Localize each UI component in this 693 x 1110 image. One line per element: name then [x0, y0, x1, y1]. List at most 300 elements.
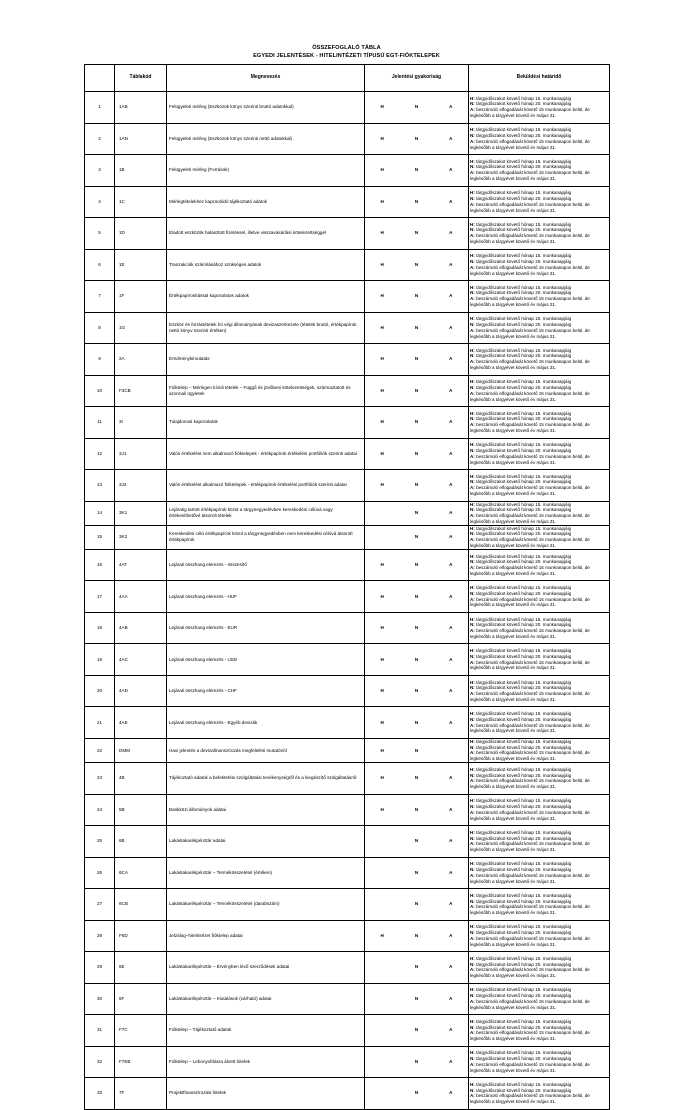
deadline-a-text: beszámoló elfogadását követő 15 munkanapon belül, de — [474, 565, 590, 571]
header-deadline: Beküldési határidő — [469, 65, 610, 92]
reporting-frequency — [365, 249, 469, 281]
reporting-frequency — [365, 675, 469, 707]
frequency-n: N — [414, 261, 419, 267]
frequency-h: H — [380, 356, 384, 362]
table-row — [85, 826, 610, 858]
deadline-n-text: tárgyidőszakot követő hónap 20. munkanapjáig — [474, 898, 572, 904]
submission-deadline — [469, 92, 610, 124]
frequency-n: N — [414, 806, 419, 812]
table-code: 1AB — [115, 92, 167, 124]
reporting-frequency — [365, 889, 469, 921]
deadline-a-text-2: legkésőbb a tárgyévet követő év május 31. — [470, 973, 557, 979]
deadline-a-text-2: legkésőbb a tárgyévet követő év május 31. — [470, 176, 557, 182]
table-row — [85, 501, 610, 525]
frequency-h: H — [380, 562, 384, 568]
deadline-h-text: tárgyidőszakot követő hónap 15. munkanapjáig — [474, 190, 572, 196]
frequency-h — [365, 901, 399, 907]
deadline-n-text: tárgyidőszakot követő hónap 20. munkanapjáig — [474, 930, 572, 936]
deadline-h-text: tárgyidőszakot követő hónap 15. munkanapjáig — [474, 95, 572, 101]
reporting-frequency — [365, 549, 469, 581]
frequency-n: N — [414, 419, 419, 425]
report-name: Lakástakarékpénztár – Érvényben lévő szerződések adatai — [167, 952, 365, 984]
frequency-a: A — [449, 356, 453, 362]
reporting-frequency — [365, 123, 469, 155]
reporting-frequency — [365, 983, 469, 1015]
row-number: 25 — [85, 826, 115, 858]
frequency-a: A — [449, 419, 453, 425]
deadline-h-key: H: — [470, 585, 475, 591]
table-row — [85, 344, 610, 376]
deadline-h-text: tárgyidőszakot követő hónap 15. munkanapjáig — [474, 253, 572, 259]
deadline-a-text: beszámoló elfogadását követő 15 munkanapon belül, de — [474, 872, 590, 878]
row-number: 27 — [85, 889, 115, 921]
deadline-a-text-2: legkésőbb a tárgyévet követő év május 31. — [470, 633, 557, 639]
reporting-frequency — [365, 738, 469, 762]
deadline-a-key: A: — [470, 691, 475, 697]
deadline-n-key: N: — [470, 507, 475, 513]
frequency-a: A — [449, 719, 453, 725]
reporting-frequency — [365, 707, 469, 739]
deadline-h-text: tárgyidőszakot követő hónap 15. munkanapjáig — [474, 616, 572, 622]
deadline-h-text: tárgyidőszakot követő hónap 15. munkanapjáig — [474, 221, 572, 227]
row-number: 23 — [85, 763, 115, 795]
deadline-a-key: A: — [470, 904, 475, 910]
deadline-n-text: tárgyidőszakot követő hónap 20. munkanapjáig — [474, 353, 572, 359]
report-name: Lejárati összhang elemzés - Egyéb devizák — [167, 707, 365, 739]
row-number: 26 — [85, 857, 115, 889]
deadline-a-text-2: legkésőbb a tárgyévet követő év május 31. — [470, 1099, 557, 1105]
frequency-a: A — [449, 198, 453, 204]
deadline-h-text: tárgyidőszakot követő hónap 15. munkanapjáig — [474, 711, 572, 717]
frequency-a: A — [449, 869, 453, 875]
row-number: 10 — [85, 375, 115, 407]
deadline-h-key: H: — [470, 829, 475, 835]
table-code: 3K2 — [115, 525, 167, 549]
submission-deadline — [469, 123, 610, 155]
deadline-a-text-2: legkésőbb a tárgyévet követő év május 31. — [470, 728, 557, 734]
reporting-frequency — [365, 470, 469, 502]
deadline-a-key: A: — [470, 485, 475, 491]
deadline-a-text: beszámoló elfogadását követő 15 munkanapon belül, de — [474, 359, 590, 365]
table-body — [85, 92, 610, 1110]
deadline-a-key: A: — [470, 138, 475, 144]
deadline-h-text: tárgyidőszakot követő hónap 15. munkanapjáig — [474, 738, 572, 744]
frequency-n: N — [414, 356, 419, 362]
deadline-a-text: beszámoló elfogadását követő 15 munkanapon belül, de — [474, 596, 590, 602]
deadline-a-text-2: legkésőbb a tárgyévet követő év május 31. — [470, 941, 557, 947]
frequency-h: H — [380, 324, 384, 330]
submission-deadline — [469, 155, 610, 187]
deadline-n-key: N: — [470, 195, 475, 201]
report-name: Lakástakarékpénztár – Termékösszetétel (értéken) — [167, 857, 365, 889]
deadline-a-text-2: legkésőbb a tárgyévet követő év május 31. — [470, 756, 557, 762]
frequency-n: N — [414, 688, 419, 694]
deadline-a-key: A: — [470, 296, 475, 302]
deadline-h-text: tárgyidőszakot követő hónap 15. munkanapjáig — [474, 585, 572, 591]
submission-deadline — [469, 525, 610, 549]
deadline-a-text-2: legkésőbb a tárgyévet követő év május 31. — [470, 602, 557, 608]
reporting-frequency — [365, 525, 469, 549]
frequency-a — [434, 748, 468, 754]
deadline-a-text: beszámoló elfogadását követő 15 munkanapon belül, de — [474, 170, 590, 176]
reporting-frequency — [365, 612, 469, 644]
deadline-h-text: tárgyidőszakot követő hónap 15. munkanapjáig — [474, 892, 572, 898]
table-row — [85, 763, 610, 795]
deadline-a-text-2: legkésőbb a tárgyévet követő év május 31. — [470, 491, 557, 497]
report-name: Értékpapírosítással kapcsolatos adatok — [167, 281, 365, 313]
report-name: Lejárati összhang elemzés - CHF — [167, 675, 365, 707]
table-code: 2A — [115, 344, 167, 376]
frequency-a: A — [449, 167, 453, 173]
frequency-h — [365, 1059, 399, 1065]
deadline-a-text: beszámoló elfogadását követő 15 munkanapon belül, de — [474, 201, 590, 207]
deadline-a-text-2: legkésőbb a tárgyévet követő év május 31. — [470, 428, 557, 434]
report-name: Tulajdonosi kapcsolatok — [167, 407, 365, 439]
deadline-h-key: H: — [470, 553, 475, 559]
frequency-n: N — [414, 747, 419, 753]
frequency-a: A — [449, 230, 453, 236]
frequency-a: A — [449, 964, 453, 970]
reporting-frequency — [365, 644, 469, 676]
deadline-n-text: tárgyidőszakot követő hónap 20. munkanapjáig — [474, 164, 572, 170]
report-name: Eredménykimutatás — [167, 344, 365, 376]
report-name: Kereskedési célú értékpapírok közül a tárgynegyedévben nem kereskedési célúvá átsorolt értékpapírok — [167, 525, 365, 549]
frequency-n: N — [414, 450, 419, 456]
reporting-frequency — [365, 92, 469, 124]
report-name: Tranzakciók számításához szükséges adatok — [167, 249, 365, 281]
deadline-a-text: beszámoló elfogadását követő 15 munkanapon belül, de — [474, 327, 590, 333]
deadline-n-key: N: — [470, 164, 475, 170]
submission-deadline — [469, 501, 610, 525]
table-row — [85, 218, 610, 250]
document-header — [0, 44, 693, 60]
deadline-n-key: N: — [470, 804, 475, 810]
frequency-a: A — [449, 838, 453, 844]
frequency-n: N — [414, 901, 419, 907]
deadline-a-key: A: — [470, 107, 475, 113]
deadline-h-text: tárgyidőszakot követő hónap 15. munkanapjáig — [474, 798, 572, 804]
deadline-a-text-2: legkésőbb a tárgyévet követő év május 31. — [470, 207, 557, 213]
reporting-frequency — [365, 281, 469, 313]
deadline-n-key: N: — [470, 835, 475, 841]
deadline-a-key: A: — [470, 513, 475, 519]
reporting-frequency — [365, 581, 469, 613]
frequency-a: A — [449, 1090, 453, 1096]
document-subtitle: EGYEDI JELENTÉSEK - HITELINTÉZETI TÍPUSÚ EGT-FIÓKTELEPEK — [253, 53, 440, 59]
frequency-a: A — [449, 995, 453, 1001]
row-number: 18 — [85, 612, 115, 644]
table-code: 1E — [115, 249, 167, 281]
deadline-n-key: N: — [470, 321, 475, 327]
frequency-h: H — [380, 593, 384, 599]
deadline-a-text: beszámoló elfogadását követő 15 munkanapon belül, de — [474, 422, 590, 428]
deadline-n-text: tárgyidőszakot követő hónap 20. munkanapjáig — [474, 993, 572, 999]
frequency-a: A — [449, 1027, 453, 1033]
submission-deadline — [469, 738, 610, 762]
table-code: 3J1 — [115, 438, 167, 470]
frequency-h: H — [380, 688, 384, 694]
frequency-a: A — [449, 293, 453, 299]
submission-deadline — [469, 438, 610, 470]
deadline-n-key: N: — [470, 772, 475, 778]
deadline-a-text: beszámoló elfogadását követő 15 munkanapon belül, de — [474, 691, 590, 697]
table-row — [85, 249, 610, 281]
table-code: F7EB — [115, 1046, 167, 1078]
frequency-h: H — [380, 656, 384, 662]
deadline-h-key: H: — [470, 473, 475, 479]
frequency-h: H — [380, 419, 384, 425]
table-row — [85, 281, 610, 313]
deadline-a-key: A: — [470, 809, 475, 815]
deadline-a-text: beszámoló elfogadását követő 15 munkanapon belül, de — [474, 1093, 590, 1099]
deadline-n-text: tárgyidőszakot követő hónap 20. munkanapjáig — [474, 479, 572, 485]
frequency-a: A — [449, 324, 453, 330]
frequency-h: H — [380, 450, 384, 456]
deadline-n-text: tárgyidőszakot követő hónap 20. munkanapjáig — [474, 258, 572, 264]
reporting-frequency — [365, 438, 469, 470]
header-frequency: Jelentési gyakoriság — [365, 65, 469, 92]
deadline-n-key: N: — [470, 290, 475, 296]
table-code: 1D — [115, 218, 167, 250]
deadline-n-key: N: — [470, 384, 475, 390]
report-name: Lejárati összhang elemzés - EUR — [167, 612, 365, 644]
reporting-frequency — [365, 763, 469, 795]
deadline-n-text: tárgyidőszakot követő hónap 20. munkanapjáig — [474, 416, 572, 422]
report-name: Lejárati összhang elemzés - USD — [167, 644, 365, 676]
row-number: 9 — [85, 344, 115, 376]
deadline-a-text: beszámoló elfogadását követő 15 munkanapon belül, de — [474, 390, 590, 396]
reporting-frequency — [365, 1015, 469, 1047]
deadline-n-key: N: — [470, 1087, 475, 1093]
table-row — [85, 123, 610, 155]
deadline-a-text-2: legkésőbb a tárgyévet követő év május 31. — [470, 1004, 557, 1010]
deadline-n-text: tárgyidőszakot követő hónap 20. munkanapjáig — [474, 101, 572, 107]
deadline-a-key: A: — [470, 1061, 475, 1067]
deadline-n-key: N: — [470, 744, 475, 750]
deadline-h-key: H: — [470, 798, 475, 804]
frequency-n: N — [414, 324, 419, 330]
report-name: Felügyeleti mérleg (Eszközök könyv szerinti bruttó adatokkal) — [167, 92, 365, 124]
table-row — [85, 857, 610, 889]
table-code: 4AC — [115, 644, 167, 676]
deadline-n-key: N: — [470, 590, 475, 596]
frequency-a: A — [449, 656, 453, 662]
submission-deadline — [469, 218, 610, 250]
deadline-n-text: tárgyidőszakot követő hónap 20. munkanapjáig — [474, 1056, 572, 1062]
deadline-h-key: H: — [470, 648, 475, 654]
submission-deadline — [469, 375, 610, 407]
reporting-frequency — [365, 920, 469, 952]
table-code: 1AN — [115, 123, 167, 155]
deadline-n-key: N: — [470, 416, 475, 422]
deadline-n-text: tárgyidőszakot követő hónap 20. munkanapjáig — [474, 835, 572, 841]
deadline-a-text: beszámoló elfogadását követő 15 munkanapon belül, de — [474, 659, 590, 665]
report-name: Fióktelep – Tájékoztató adatok — [167, 1015, 365, 1047]
table-code: 4AT — [115, 549, 167, 581]
table-row — [85, 1046, 610, 1078]
deadline-a-key: A: — [470, 1093, 475, 1099]
summary-table — [84, 64, 610, 1110]
submission-deadline — [469, 920, 610, 952]
report-name: Jelzálog–hitelintézet fióktelep adatai — [167, 920, 365, 952]
submission-deadline — [469, 249, 610, 281]
deadline-a-text-2: legkésőbb a tárgyévet követő év május 31. — [470, 144, 557, 150]
frequency-a: A — [449, 450, 453, 456]
deadline-n-text: tárgyidőszakot követő hónap 20. munkanapjáig — [474, 507, 572, 513]
frequency-h — [365, 838, 399, 844]
deadline-n-text: tárgyidőszakot követő hónap 20. munkanapjáig — [474, 384, 572, 390]
report-name: Fióktelep – Mérlegen kívüli tételek – Függő és jövőbeni kötelezettségek, származtatott és azonnali ügyletek — [167, 375, 365, 407]
row-number: 33 — [85, 1078, 115, 1110]
submission-deadline — [469, 794, 610, 826]
row-number: 1 — [85, 92, 115, 124]
deadline-h-key: H: — [470, 955, 475, 961]
frequency-a: A — [449, 534, 453, 540]
row-number: 3 — [85, 155, 115, 187]
deadline-h-key: H: — [470, 442, 475, 448]
table-code: 4AD — [115, 675, 167, 707]
deadline-n-text: tárgyidőszakot követő hónap 20. munkanapjáig — [474, 559, 572, 565]
deadline-n-key: N: — [470, 353, 475, 359]
frequency-h — [365, 1090, 399, 1096]
deadline-a-key: A: — [470, 935, 475, 941]
table-code: 6E — [115, 952, 167, 984]
deadline-h-key: H: — [470, 316, 475, 322]
deadline-h-key: H: — [470, 738, 475, 744]
deadline-n-text: tárgyidőszakot követő hónap 20. munkanapjáig — [474, 195, 572, 201]
header-name: Megnevezés — [167, 65, 365, 92]
deadline-n-text: tárgyidőszakot követő hónap 20. munkanapjáig — [474, 961, 572, 967]
submission-deadline — [469, 470, 610, 502]
frequency-a: A — [449, 261, 453, 267]
deadline-a-text-2: legkésőbb a tárgyévet követő év május 31. — [470, 1036, 557, 1042]
submission-deadline — [469, 983, 610, 1015]
deadline-h-text: tárgyidőszakot követő hónap 15. munkanapjáig — [474, 1081, 572, 1087]
submission-deadline — [469, 612, 610, 644]
deadline-h-key: H: — [470, 616, 475, 622]
frequency-h: H — [380, 719, 384, 725]
deadline-a-key: A: — [470, 565, 475, 571]
report-name: Eszköz és forrástételek hó végi állományának devizaszerkezete (tételek bruttó, értékpapírok nettó könyv szerinti értéken) — [167, 312, 365, 344]
deadline-h-key: H: — [470, 501, 475, 507]
deadline-a-text-2: legkésőbb a tárgyévet követő év május 31. — [470, 518, 557, 524]
deadline-n-key: N: — [470, 622, 475, 628]
deadline-a-text-2: legkésőbb a tárgyévet követő év május 31. — [470, 847, 557, 853]
frequency-a: A — [449, 901, 453, 907]
deadline-n-key: N: — [470, 101, 475, 107]
deadline-h-text: tárgyidőszakot követő hónap 15. munkanapjáig — [474, 861, 572, 867]
deadline-h-text: tárgyidőszakot követő hónap 15. munkanapjáig — [474, 442, 572, 448]
report-name: Lakástakarékpénztár adatai — [167, 826, 365, 858]
deadline-n-text: tárgyidőszakot követő hónap 20. munkanapjáig — [474, 531, 572, 537]
report-name: Valós értékelést nem alkalmazó fióktelepek - értékpapírok értékelési portfóliók szerinti adatai — [167, 438, 365, 470]
deadline-h-text: tárgyidőszakot követő hónap 15. munkanapjáig — [474, 829, 572, 835]
frequency-h: H — [380, 482, 384, 488]
deadline-h-key: H: — [470, 711, 475, 717]
deadline-a-text: beszámoló elfogadását követő 15 munkanapon belül, de — [474, 453, 590, 459]
submission-deadline — [469, 344, 610, 376]
deadline-a-text-2: legkésőbb a tárgyévet követő év május 31. — [470, 784, 557, 790]
submission-deadline — [469, 581, 610, 613]
report-name: Lejárati összhang elemzés - HUF — [167, 581, 365, 613]
deadline-n-text: tárgyidőszakot követő hónap 20. munkanapjáig — [474, 1024, 572, 1030]
frequency-n: N — [414, 656, 419, 662]
deadline-a-key: A: — [470, 998, 475, 1004]
deadline-h-text: tárgyidőszakot követő hónap 15. munkanapjáig — [474, 924, 572, 930]
submission-deadline — [469, 407, 610, 439]
table-code: 3K1 — [115, 501, 167, 525]
deadline-h-key: H: — [470, 221, 475, 227]
frequency-h: H — [380, 261, 384, 267]
table-row — [85, 738, 610, 762]
report-name: Felügyeleti mérleg (Eszközök könyv szerinti nettó adatokkal) — [167, 123, 365, 155]
deadline-a-text: beszámoló elfogadását követő 15 munkanapon belül, de — [474, 296, 590, 302]
frequency-a: A — [449, 688, 453, 694]
frequency-n: N — [414, 1090, 419, 1096]
frequency-h: H — [380, 167, 384, 173]
report-name: Lakástakarékpénztár – Kiutalások (várható) adatai — [167, 983, 365, 1015]
deadline-a-key: A: — [470, 170, 475, 176]
deadline-n-key: N: — [470, 258, 475, 264]
frequency-a: A — [449, 593, 453, 599]
report-name: Projektfinanszírozási hitelek — [167, 1078, 365, 1110]
reporting-frequency — [365, 501, 469, 525]
deadline-a-key: A: — [470, 596, 475, 602]
row-number: 19 — [85, 644, 115, 676]
row-number: 4 — [85, 186, 115, 218]
deadline-h-text: tárgyidőszakot követő hónap 15. munkanapjáig — [474, 525, 572, 531]
deadline-n-text: tárgyidőszakot követő hónap 20. munkanapjáig — [474, 132, 572, 138]
deadline-n-key: N: — [470, 993, 475, 999]
frequency-h: H — [380, 932, 384, 938]
submission-deadline — [469, 281, 610, 313]
table-row — [85, 889, 610, 921]
deadline-a-text: beszámoló elfogadását követő 15 munkanapon belül, de — [474, 841, 590, 847]
row-number: 15 — [85, 525, 115, 549]
frequency-n: N — [414, 625, 419, 631]
table-code: F6D — [115, 920, 167, 952]
deadline-a-key: A: — [470, 453, 475, 459]
table-row — [85, 312, 610, 344]
deadline-h-key: H: — [470, 766, 475, 772]
row-number: 28 — [85, 920, 115, 952]
deadline-a-text-2: legkésőbb a tárgyévet követő év május 31. — [470, 302, 557, 308]
deadline-a-key: A: — [470, 422, 475, 428]
submission-deadline — [469, 952, 610, 984]
frequency-a: A — [449, 104, 453, 110]
deadline-h-key: H: — [470, 95, 475, 101]
deadline-h-key: H: — [470, 284, 475, 290]
deadline-a-text: beszámoló elfogadását követő 15 munkanapon belül, de — [474, 935, 590, 941]
deadline-a-text-2: legkésőbb a tárgyévet követő év május 31. — [470, 570, 557, 576]
submission-deadline — [469, 1078, 610, 1110]
table-code: 1B — [115, 155, 167, 187]
deadline-a-key: A: — [470, 967, 475, 973]
frequency-n: N — [414, 387, 419, 393]
deadline-a-text-2: legkésőbb a tárgyévet követő év május 31. — [470, 333, 557, 339]
deadline-a-text: beszámoló elfogadását követő 15 munkanapon belül, de — [474, 107, 590, 113]
deadline-a-text-2: legkésőbb a tárgyévet követő év május 31. — [470, 459, 557, 465]
deadline-h-key: H: — [470, 410, 475, 416]
row-number: 6 — [85, 249, 115, 281]
table-code: 3J2 — [115, 470, 167, 502]
submission-deadline — [469, 549, 610, 581]
submission-deadline — [469, 1046, 610, 1078]
report-name: Bankközi állományok adatai — [167, 794, 365, 826]
deadline-a-text: beszámoló elfogadását követő 15 munkanapon belül, de — [474, 628, 590, 634]
reporting-frequency — [365, 407, 469, 439]
deadline-a-key: A: — [470, 750, 475, 756]
